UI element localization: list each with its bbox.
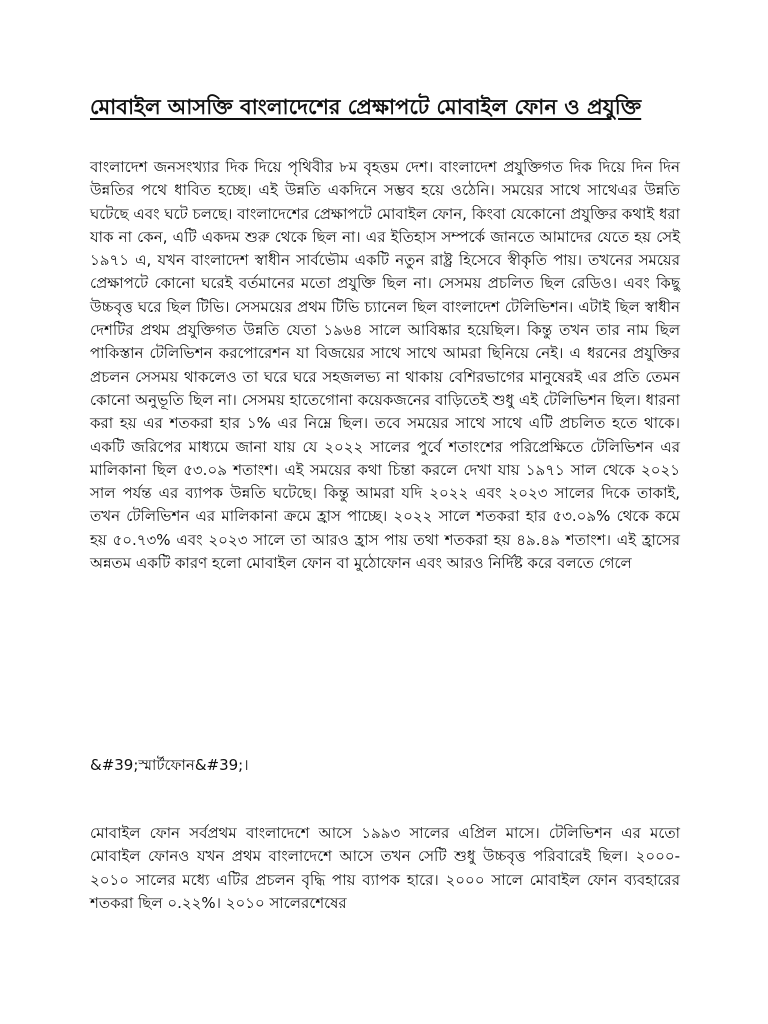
document-title: মোবাইল আসক্তি বাংলাদেশের প্রেক্ষাপটে মোবাইল ফোন ও প্রযুক্তি <box>90 95 642 119</box>
paragraph-mobile-arrival: মোবাইল ফোন সর্বপ্রথম বাংলাদেশে আসে ১৯৯৩ সালের এপ্রিল মাসে। টেলিভিশন এর মতো মোবাইল ফোনও যখন প্রথম বাংলাদেশে আসে তখন সেটি শুধু উচ্চবৃত্ত পরিবারেই ছিল। ২০০০- ২০১০ সালের মধ্যে এটির প্রচলন বৃদ্ধি পায় ব্যাপক হারে। ২০০০ সালে মোবাইল ফোন ব্যবহারের শতকরা ছিল ০.২২%। ২০১০ সালেরশেষের <box>90 824 680 912</box>
paragraph-history: বাংলাদেশ জনসংখ্যার দিক দিয়ে পৃথিবীর ৮ম বৃহত্তম দেশ। বাংলাদেশ প্রযুক্তিগত দিক দিয়ে দিন দিন উন্নতির পথে ধাবিত হচ্ছে। এই উন্নতি একদিনে সম্ভব হয়ে ওঠেনি। সময়ের সাথে সাথেএর উন্নতি ঘটেছে এবং ঘটে চলছে। বাংলাদেশের প্রেক্ষাপটে মোবাইল ফোন, কিংবা যেকোনো প্রযুক্তির কথাই ধরা যাক না কেন, এটি একদম শুরু থেকে ছিল না। এর ইতিহাস সম্পর্কে জানতে আমাদের যেতে হয় সেই ১৯৭১ এ, যখন বাংলাদেশ স্বাধীন সার্বভৌম একটি নতুন রাষ্ট্র হিসেবে স্বীকৃতি পায়। তখনের সময়ের প্রেক্ষাপটে কোনো ঘরেই বর্তমানের মতো প্রযুক্তি ছিল না। সেসময় প্রচলিত ছিল রেডিও। এবং কিছু উচ্চবৃত্ত ঘরে ছিল টিভি। সেসময়ের প্রথম টিভি চ্যানেল ছিল বাংলাদেশ টেলিভিশন। এটাই ছিল স্বাধীন দেশটির প্রথম প্রযুক্তিগত উন্নতি যেতা ১৯৬৪ সালে আবিষ্কার হয়েছিল। কিন্তু তখন তার নাম ছিল পাকিস্তান টেলিভিশন করপোরেশন যা বিজয়ের সাথে সাথে আমরা ছিনিয়ে নেই। এ ধরনের প্রযুক্তির প্রচলন সেসময় থাকলেও তা ঘরে ঘরে সহজলভ্য না থাকায় বেশিরভাগের মানুষেরই এর প্রতি তেমন কোনো অনুভূতি ছিল না। সেসময় হাতেগোনা কয়েকজনের বাড়িতেই শুধু এই টেলিভিশন ছিল। ধারনা করা হয় এর শতকরা হার ১% এর নিম্নে ছিল। তবে সময়ের সাথে সাথে এটি প্রচলিত হতে থাকে। একটি জরিপের মাধ্যমে জানা যায় যে ২০২২ সালের পুর্বে শতাংশের পরিপ্রেক্ষিতে টেলিভিশন এর মালিকানা ছিল ৫৩.০৯ শতাংশ। এই সময়ের কথা চিন্তা করলে দেখা যায় ১৯৭১ সাল থেকে ২০২১ সাল পর্যন্ত এর ব্যাপক উন্নতি ঘটেছে। কিন্তু আমরা যদি ২০২২ এবং ২০২৩ সালের দিকে তাকাই, তখন টেলিভিশন এর মালিকানা ক্রমে হ্রাস পাচ্ছে। ২০২২ সালে শতকরা হার ৫৩.০৯% থেকে কমে হয় ৫০.৭৩% এবং ২০২৩ সালে তা আরও হ্রাস পায় তথা শতকরা হয় ৪৯.৪৯ শতাংশ। এই হ্রাসের অন্নতম একটি কারণ হলো মোবাইল ফোন বা মুঠোফোন এবং আরও নির্দিষ্ট করে বলতে গেলে <box>90 158 680 573</box>
paragraph-smartphone-term: &#39;স্মার্টফোন&#39;। <box>90 756 249 774</box>
